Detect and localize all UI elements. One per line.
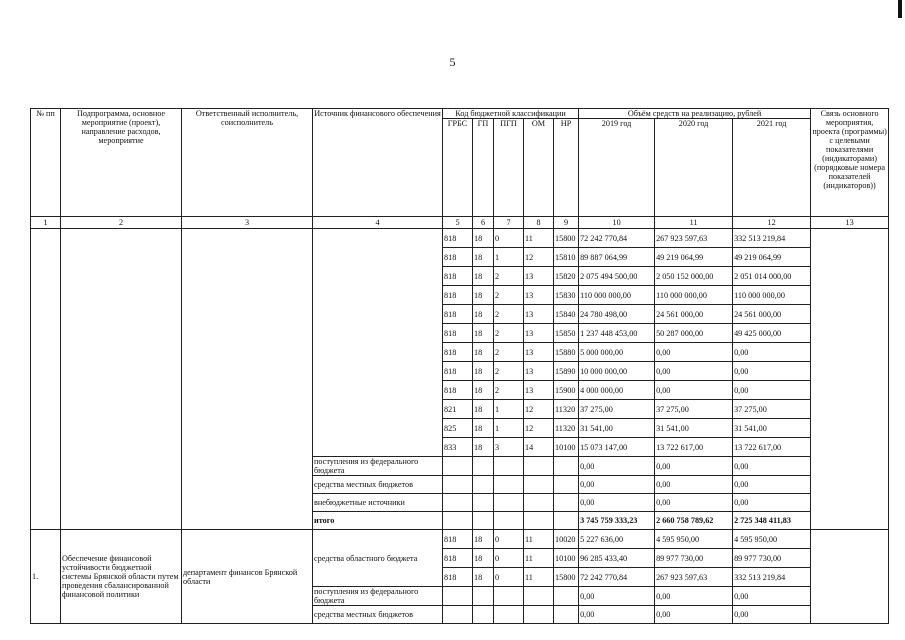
code-om-cell: 12 — [524, 248, 554, 267]
code-grbs-cell: 821 — [443, 400, 473, 419]
amount-y2020-cell: 0,00 — [655, 587, 733, 606]
code-nr-cell: 15800 — [554, 568, 579, 587]
source-cell: средства местных бюджетов — [313, 606, 443, 624]
code-nr-cell: 15900 — [554, 381, 579, 400]
header-2019: 2019 год — [579, 119, 655, 217]
amount-y2021-cell: 0,00 — [733, 457, 811, 476]
amount-y2019-cell: 110 000 000,00 — [579, 286, 655, 305]
amount-y2020-cell: 267 923 597,63 — [655, 568, 733, 587]
section-link-cell — [811, 530, 889, 624]
code-gp-cell: 18 — [473, 438, 494, 457]
code-pgp-cell: 0 — [494, 568, 524, 587]
code-nr-cell: 10020 — [554, 530, 579, 549]
code-gp-cell — [473, 476, 494, 494]
code-grbs-cell: 818 — [443, 549, 473, 568]
code-grbs-cell: 818 — [443, 324, 473, 343]
column-number-6: 6 — [473, 217, 494, 229]
amount-y2020-cell: 0,00 — [655, 343, 733, 362]
amount-y2020-cell: 0,00 — [655, 381, 733, 400]
section-source-cell: средства областного бюджета — [313, 530, 443, 587]
code-pgp-cell: 3 — [494, 438, 524, 457]
code-om-cell: 14 — [524, 438, 554, 457]
code-om-cell: 11 — [524, 530, 554, 549]
source-cell: внебюджетные источники — [313, 494, 443, 512]
code-om-cell — [524, 457, 554, 476]
code-om-cell — [524, 476, 554, 494]
scan-edge-mark — [898, 0, 902, 18]
code-grbs-cell: 833 — [443, 438, 473, 457]
code-gp-cell — [473, 494, 494, 512]
code-pgp-cell: 2 — [494, 305, 524, 324]
amount-y2021-cell: 332 513 219,84 — [733, 229, 811, 248]
code-pgp-cell: 2 — [494, 286, 524, 305]
code-nr-cell: 15880 — [554, 343, 579, 362]
code-grbs-cell: 818 — [443, 267, 473, 286]
code-pgp-cell: 2 — [494, 362, 524, 381]
amount-y2019-cell: 72 242 770,84 — [579, 229, 655, 248]
column-number-1: 1 — [31, 217, 61, 229]
code-gp-cell: 18 — [473, 568, 494, 587]
code-gp-cell: 18 — [473, 343, 494, 362]
code-pgp-cell — [494, 606, 524, 624]
amount-y2019-cell: 0,00 — [579, 476, 655, 494]
amount-y2021-cell: 0,00 — [733, 343, 811, 362]
amount-y2019-cell: 15 073 147,00 — [579, 438, 655, 457]
header-om: ОМ — [524, 119, 554, 217]
header-subprogram: Подпрограмма, основное мероприятие (проект), направление расходов, мероприятие — [61, 109, 182, 217]
code-nr-cell: 15890 — [554, 362, 579, 381]
header-executor: Ответственный исполнитель, соисполнитель — [182, 109, 313, 217]
amount-y2021-cell: 49 219 064,99 — [733, 248, 811, 267]
code-grbs-cell: 818 — [443, 305, 473, 324]
amount-y2020-cell: 37 275,00 — [655, 400, 733, 419]
code-om-cell: 12 — [524, 400, 554, 419]
table-row — [31, 229, 889, 248]
code-nr-cell — [554, 606, 579, 624]
code-pgp-cell: 1 — [494, 419, 524, 438]
amount-y2021-cell: 0,00 — [733, 606, 811, 624]
code-grbs-cell — [443, 494, 473, 512]
code-pgp-cell: 0 — [494, 549, 524, 568]
amount-y2020-cell: 2 050 152 000,00 — [655, 267, 733, 286]
amount-y2019-cell: 0,00 — [579, 606, 655, 624]
code-grbs-cell: 818 — [443, 568, 473, 587]
amount-y2021-cell: 37 275,00 — [733, 400, 811, 419]
code-pgp-cell: 0 — [494, 530, 524, 549]
code-nr-cell — [554, 512, 579, 530]
amount-y2020-cell: 0,00 — [655, 606, 733, 624]
amount-y2021-cell: 89 977 730,00 — [733, 549, 811, 568]
amount-y2021-cell: 0,00 — [733, 381, 811, 400]
source-cell: поступления из федерального бюджета — [313, 457, 443, 476]
code-gp-cell — [473, 512, 494, 530]
budget-table — [30, 108, 889, 624]
amount-y2020-cell: 4 595 950,00 — [655, 530, 733, 549]
code-gp-cell: 18 — [473, 419, 494, 438]
amount-y2019-cell: 3 745 759 333,23 — [579, 512, 655, 530]
amount-y2019-cell: 0,00 — [579, 457, 655, 476]
amount-y2021-cell: 0,00 — [733, 476, 811, 494]
code-gp-cell — [473, 457, 494, 476]
amount-y2019-cell: 5 000 000,00 — [579, 343, 655, 362]
source-cell: поступления из федерального бюджета — [313, 587, 443, 606]
code-nr-cell: 15820 — [554, 267, 579, 286]
header-nr: НР — [554, 119, 579, 217]
code-grbs-cell: 818 — [443, 229, 473, 248]
amount-y2021-cell: 0,00 — [733, 494, 811, 512]
code-nr-cell: 10100 — [554, 438, 579, 457]
code-nr-cell: 15810 — [554, 248, 579, 267]
code-om-cell: 13 — [524, 381, 554, 400]
amount-y2019-cell: 72 242 770,84 — [579, 568, 655, 587]
amount-y2019-cell: 0,00 — [579, 587, 655, 606]
code-gp-cell: 18 — [473, 362, 494, 381]
amount-y2019-cell: 89 887 064,99 — [579, 248, 655, 267]
code-nr-cell: 11320 — [554, 419, 579, 438]
column-number-11: 11 — [655, 217, 733, 229]
code-gp-cell: 18 — [473, 400, 494, 419]
empty-link-cell — [811, 229, 889, 530]
amount-y2019-cell: 10 000 000,00 — [579, 362, 655, 381]
code-om-cell: 13 — [524, 267, 554, 286]
column-number-4: 4 — [313, 217, 443, 229]
amount-y2019-cell: 5 227 636,00 — [579, 530, 655, 549]
amount-y2021-cell: 31 541,00 — [733, 419, 811, 438]
column-number-8: 8 — [524, 217, 554, 229]
column-number-5: 5 — [443, 217, 473, 229]
code-grbs-cell: 825 — [443, 419, 473, 438]
table-row — [31, 530, 889, 549]
code-om-cell — [524, 587, 554, 606]
code-om-cell: 11 — [524, 549, 554, 568]
amount-y2020-cell: 267 923 597,63 — [655, 229, 733, 248]
code-nr-cell: 15830 — [554, 286, 579, 305]
code-grbs-cell — [443, 457, 473, 476]
amount-y2021-cell: 2 051 014 000,00 — [733, 267, 811, 286]
empty-subprogram-cell — [61, 229, 182, 530]
header-link: Связь основного мероприятия, проекта (программы) с целевыми показателями (индикаторами) (порядковые номера показателей (индикаторов)) — [811, 109, 889, 217]
amount-y2019-cell: 2 075 494 500,00 — [579, 267, 655, 286]
code-grbs-cell: 818 — [443, 381, 473, 400]
code-pgp-cell: 2 — [494, 324, 524, 343]
code-om-cell: 13 — [524, 286, 554, 305]
empty-source-cell — [313, 229, 443, 457]
header-grbs: ГРБС — [443, 119, 473, 217]
amount-y2019-cell: 37 275,00 — [579, 400, 655, 419]
amount-y2021-cell: 49 425 000,00 — [733, 324, 811, 343]
amount-y2020-cell: 13 722 617,00 — [655, 438, 733, 457]
amount-y2021-cell: 24 561 000,00 — [733, 305, 811, 324]
amount-y2020-cell: 2 660 758 789,62 — [655, 512, 733, 530]
amount-y2021-cell: 13 722 617,00 — [733, 438, 811, 457]
column-number-10: 10 — [579, 217, 655, 229]
code-grbs-cell — [443, 587, 473, 606]
code-pgp-cell — [494, 457, 524, 476]
source-cell: итого — [313, 512, 443, 530]
code-om-cell — [524, 606, 554, 624]
amount-y2019-cell: 4 000 000,00 — [579, 381, 655, 400]
section-executor-cell: департамент финансов Брянской области — [182, 530, 313, 624]
page-number: 5 — [449, 55, 456, 69]
code-grbs-cell: 818 — [443, 362, 473, 381]
code-nr-cell: 15840 — [554, 305, 579, 324]
code-nr-cell — [554, 494, 579, 512]
amount-y2021-cell: 332 513 219,84 — [733, 568, 811, 587]
code-grbs-cell: 818 — [443, 286, 473, 305]
code-gp-cell: 18 — [473, 267, 494, 286]
code-gp-cell: 18 — [473, 286, 494, 305]
code-grbs-cell: 818 — [443, 530, 473, 549]
amount-y2020-cell: 50 287 000,00 — [655, 324, 733, 343]
code-gp-cell: 18 — [473, 530, 494, 549]
amount-y2020-cell: 0,00 — [655, 457, 733, 476]
amount-y2019-cell: 1 237 448 453,00 — [579, 324, 655, 343]
header-2021: 2021 год — [733, 119, 811, 217]
code-pgp-cell — [494, 494, 524, 512]
column-number-3: 3 — [182, 217, 313, 229]
column-number-2: 2 — [61, 217, 182, 229]
code-pgp-cell — [494, 512, 524, 530]
code-nr-cell — [554, 476, 579, 494]
amount-y2020-cell: 31 541,00 — [655, 419, 733, 438]
header-gp: ГП — [473, 119, 494, 217]
header-2020: 2020 год — [655, 119, 733, 217]
code-gp-cell — [473, 587, 494, 606]
code-grbs-cell — [443, 512, 473, 530]
code-pgp-cell: 2 — [494, 343, 524, 362]
amount-y2021-cell: 2 725 348 411,83 — [733, 512, 811, 530]
amount-y2020-cell: 49 219 064,99 — [655, 248, 733, 267]
column-number-12: 12 — [733, 217, 811, 229]
code-om-cell: 11 — [524, 568, 554, 587]
code-grbs-cell — [443, 606, 473, 624]
amount-y2020-cell: 0,00 — [655, 494, 733, 512]
header-code-group: Код бюджетной классификации — [443, 109, 579, 119]
header-num: № пп — [31, 109, 61, 217]
section-num-cell: 1. — [31, 530, 61, 624]
amount-y2020-cell: 0,00 — [655, 476, 733, 494]
amount-y2020-cell: 0,00 — [655, 362, 733, 381]
header-pgp: ПГП — [494, 119, 524, 217]
code-om-cell — [524, 512, 554, 530]
code-grbs-cell — [443, 476, 473, 494]
code-om-cell: 11 — [524, 229, 554, 248]
code-nr-cell: 15850 — [554, 324, 579, 343]
amount-y2021-cell: 110 000 000,00 — [733, 286, 811, 305]
amount-y2019-cell: 31 541,00 — [579, 419, 655, 438]
code-grbs-cell: 818 — [443, 248, 473, 267]
code-om-cell: 13 — [524, 362, 554, 381]
amount-y2021-cell: 4 595 950,00 — [733, 530, 811, 549]
code-nr-cell — [554, 587, 579, 606]
code-gp-cell: 18 — [473, 381, 494, 400]
amount-y2020-cell: 110 000 000,00 — [655, 286, 733, 305]
code-om-cell: 13 — [524, 343, 554, 362]
section-name-cell: Обеспечение финансовой устойчивости бюджетной системы Брянской области путем проведения сбалансированной финансовой политики — [61, 530, 182, 624]
column-numbers-row — [31, 217, 889, 229]
code-gp-cell: 18 — [473, 549, 494, 568]
column-number-13: 13 — [811, 217, 889, 229]
code-pgp-cell — [494, 587, 524, 606]
code-pgp-cell: 1 — [494, 248, 524, 267]
amount-y2020-cell: 89 977 730,00 — [655, 549, 733, 568]
source-cell: средства местных бюджетов — [313, 476, 443, 494]
code-pgp-cell: 2 — [494, 267, 524, 286]
code-nr-cell: 15800 — [554, 229, 579, 248]
code-gp-cell: 18 — [473, 248, 494, 267]
empty-num-cell — [31, 229, 61, 530]
code-pgp-cell — [494, 476, 524, 494]
code-gp-cell: 18 — [473, 324, 494, 343]
code-pgp-cell: 2 — [494, 381, 524, 400]
code-om-cell — [524, 494, 554, 512]
empty-executor-cell — [182, 229, 313, 530]
code-grbs-cell: 818 — [443, 343, 473, 362]
column-number-9: 9 — [554, 217, 579, 229]
code-gp-cell — [473, 606, 494, 624]
code-om-cell: 13 — [524, 324, 554, 343]
code-pgp-cell: 0 — [494, 229, 524, 248]
amount-y2020-cell: 24 561 000,00 — [655, 305, 733, 324]
code-om-cell: 12 — [524, 419, 554, 438]
code-gp-cell: 18 — [473, 305, 494, 324]
code-nr-cell: 11320 — [554, 400, 579, 419]
code-nr-cell — [554, 457, 579, 476]
code-pgp-cell: 1 — [494, 400, 524, 419]
amount-y2019-cell: 0,00 — [579, 494, 655, 512]
amount-y2021-cell: 0,00 — [733, 362, 811, 381]
header-volume-group: Объём средств на реализацию, рублей — [579, 109, 811, 119]
code-gp-cell: 18 — [473, 229, 494, 248]
column-number-7: 7 — [494, 217, 524, 229]
amount-y2019-cell: 24 780 498,00 — [579, 305, 655, 324]
amount-y2021-cell: 0,00 — [733, 587, 811, 606]
header-source: Источник финансового обеспечения — [313, 109, 443, 217]
amount-y2019-cell: 96 285 433,40 — [579, 549, 655, 568]
code-om-cell: 13 — [524, 305, 554, 324]
code-nr-cell: 10100 — [554, 549, 579, 568]
